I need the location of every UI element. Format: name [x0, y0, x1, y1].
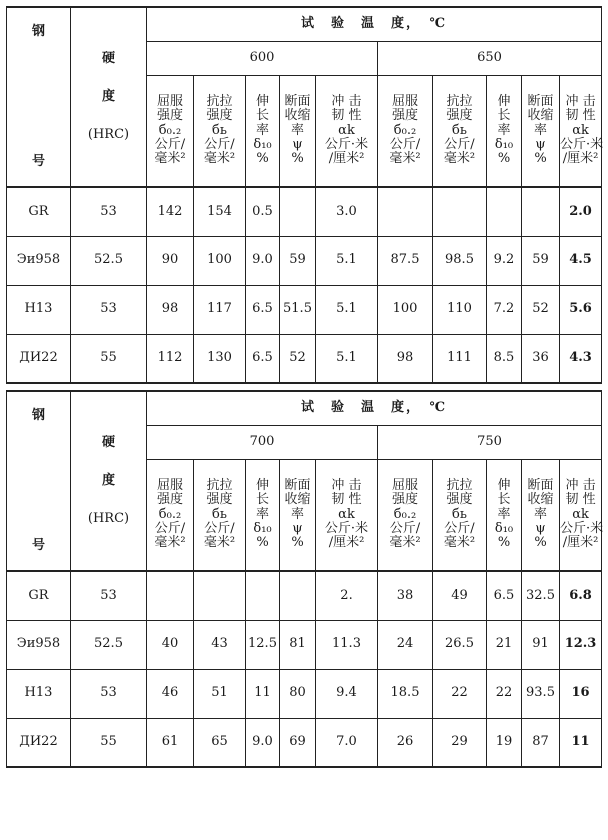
steel-grade-cell: GR: [7, 187, 71, 236]
value-cell: 36: [522, 334, 560, 383]
value-cell: 6.8: [560, 571, 602, 620]
value-cell: 5.6: [560, 285, 602, 334]
value-cell: 6.5: [246, 334, 280, 383]
col-header-reduction-600: 断面 收缩 率 ψ %: [280, 75, 316, 187]
steel-grade-cell: ДИ22: [7, 334, 71, 383]
hardness-header-bottom: (HRC): [87, 127, 130, 143]
table-row: [7, 718, 602, 767]
col-header-yield-750: 屈服 强度 б₀.₂ 公斤/ 毫米²: [378, 459, 433, 571]
hardness-cell: 53: [71, 571, 147, 620]
value-cell: 9.2: [487, 236, 522, 285]
value-cell: 21: [487, 620, 522, 669]
value-cell: 6.5: [246, 285, 280, 334]
test-temperature-title: 试 验 温 度， ℃: [147, 7, 602, 41]
value-cell: 5.1: [316, 236, 378, 285]
value-cell: 112: [147, 334, 194, 383]
value-cell: 49: [433, 571, 487, 620]
value-cell: 29: [433, 718, 487, 767]
value-cell: 9.0: [246, 236, 280, 285]
steel-grade-header: [7, 391, 71, 571]
steel-grade-header: [7, 7, 71, 187]
value-cell: 19: [487, 718, 522, 767]
value-cell: 130: [194, 334, 246, 383]
temp-750: 750: [378, 425, 602, 459]
value-cell: 6.5: [487, 571, 522, 620]
hardness-cell: 52.5: [71, 236, 147, 285]
hardness-cell: 55: [71, 334, 147, 383]
value-cell: 5.1: [316, 334, 378, 383]
value-cell: 22: [433, 669, 487, 718]
col-header-yield-600: 屈服 强度 б₀.₂ 公斤/ 毫米²: [147, 75, 194, 187]
col-header-elongation-600: 伸 长 率 δ₁₀ %: [246, 75, 280, 187]
value-cell: 142: [147, 187, 194, 236]
table-row: [7, 187, 602, 236]
value-cell: 16: [560, 669, 602, 718]
value-cell: 87.5: [378, 236, 433, 285]
value-cell: 65: [194, 718, 246, 767]
value-cell: [194, 571, 246, 620]
hardness-cell: 53: [71, 187, 147, 236]
temp-600: 600: [147, 41, 378, 75]
hardness-header-top: 硬: [101, 434, 115, 450]
value-cell: 12.3: [560, 620, 602, 669]
value-cell: 4.3: [560, 334, 602, 383]
value-cell: 9.0: [246, 718, 280, 767]
value-cell: 24: [378, 620, 433, 669]
col-header-tensile-650: 抗拉 强度 бь 公斤/ 毫米²: [433, 75, 487, 187]
value-cell: 110: [433, 285, 487, 334]
value-cell: 7.2: [487, 285, 522, 334]
col-header-yield-650: 屈服 强度 б₀.₂ 公斤/ 毫米²: [378, 75, 433, 187]
table-700-750: [6, 390, 602, 768]
value-cell: 91: [522, 620, 560, 669]
value-cell: 154: [194, 187, 246, 236]
value-cell: 59: [522, 236, 560, 285]
value-cell: 100: [194, 236, 246, 285]
value-cell: 46: [147, 669, 194, 718]
value-cell: 26: [378, 718, 433, 767]
hardness-header: [71, 7, 147, 187]
hardness-header-top: 硬: [101, 50, 115, 66]
value-cell: [378, 187, 433, 236]
value-cell: 69: [280, 718, 316, 767]
steel-grade-cell: H13: [7, 669, 71, 718]
table-row: [7, 285, 602, 334]
col-header-reduction-750: 断面 收缩 率 ψ %: [522, 459, 560, 571]
value-cell: 38: [378, 571, 433, 620]
value-cell: 8.5: [487, 334, 522, 383]
col-header-elongation-750: 伸 长 率 δ₁₀ %: [487, 459, 522, 571]
hardness-header-middle: 度: [101, 472, 115, 488]
value-cell: 98.5: [433, 236, 487, 285]
value-cell: [246, 571, 280, 620]
value-cell: 98: [147, 285, 194, 334]
value-cell: 61: [147, 718, 194, 767]
value-cell: 32.5: [522, 571, 560, 620]
value-cell: 100: [378, 285, 433, 334]
value-cell: [522, 187, 560, 236]
col-header-reduction-700: 断面 收缩 率 ψ %: [280, 459, 316, 571]
col-header-tensile-600: 抗拉 强度 бь 公斤/ 毫米²: [194, 75, 246, 187]
table-row: [7, 571, 602, 620]
table-body-700-750: [7, 571, 602, 767]
value-cell: 18.5: [378, 669, 433, 718]
value-cell: [487, 187, 522, 236]
table-600-650: [6, 6, 602, 384]
col-header-impact-650: 冲 击 韧 性 αk 公斤·米 /厘米²: [560, 75, 602, 187]
value-cell: 11: [246, 669, 280, 718]
value-cell: 90: [147, 236, 194, 285]
value-cell: 98: [378, 334, 433, 383]
value-cell: [147, 571, 194, 620]
value-cell: 3.0: [316, 187, 378, 236]
temp-650: 650: [378, 41, 602, 75]
value-cell: 22: [487, 669, 522, 718]
col-header-yield-700: 屈服 强度 б₀.₂ 公斤/ 毫米²: [147, 459, 194, 571]
table-row: [7, 669, 602, 718]
hardness-header-middle: 度: [101, 88, 115, 104]
value-cell: [280, 187, 316, 236]
test-temperature-title: 试 验 温 度， ℃: [147, 391, 602, 425]
col-header-reduction-650: 断面 收缩 率 ψ %: [522, 75, 560, 187]
value-cell: 2.: [316, 571, 378, 620]
value-cell: 117: [194, 285, 246, 334]
value-cell: [433, 187, 487, 236]
steel-grade-cell: ДИ22: [7, 718, 71, 767]
col-header-impact-750: 冲 击 韧 性 αk 公斤·米 /厘米²: [560, 459, 602, 571]
hardness-cell: 53: [71, 669, 147, 718]
temp-700: 700: [147, 425, 378, 459]
value-cell: 12.5: [246, 620, 280, 669]
steel-grade-cell: GR: [7, 571, 71, 620]
hardness-header-bottom: (HRC): [87, 511, 130, 527]
table-row: [7, 620, 602, 669]
value-cell: 111: [433, 334, 487, 383]
value-cell: 2.0: [560, 187, 602, 236]
steel-grade-cell: H13: [7, 285, 71, 334]
value-cell: 0.5: [246, 187, 280, 236]
document: [6, 6, 604, 768]
value-cell: 5.1: [316, 285, 378, 334]
value-cell: 40: [147, 620, 194, 669]
value-cell: 4.5: [560, 236, 602, 285]
value-cell: 11: [560, 718, 602, 767]
col-header-impact-600: 冲 击 韧 性 αk 公斤·米 /厘米²: [316, 75, 378, 187]
col-header-elongation-650: 伸 长 率 δ₁₀ %: [487, 75, 522, 187]
hardness-header: [71, 391, 147, 571]
value-cell: 81: [280, 620, 316, 669]
value-cell: [280, 571, 316, 620]
steel-header-top: 钢: [31, 23, 45, 39]
hardness-cell: 55: [71, 718, 147, 767]
value-cell: 43: [194, 620, 246, 669]
value-cell: 52: [280, 334, 316, 383]
value-cell: 7.0: [316, 718, 378, 767]
hardness-cell: 52.5: [71, 620, 147, 669]
steel-header-top: 钢: [31, 407, 45, 423]
value-cell: 87: [522, 718, 560, 767]
steel-grade-cell: Эи958: [7, 620, 71, 669]
hardness-cell: 53: [71, 285, 147, 334]
value-cell: 11.3: [316, 620, 378, 669]
value-cell: 51: [194, 669, 246, 718]
steel-grade-cell: Эи958: [7, 236, 71, 285]
col-header-impact-700: 冲 击 韧 性 αk 公斤·米 /厘米²: [316, 459, 378, 571]
value-cell: 51.5: [280, 285, 316, 334]
col-header-tensile-750: 抗拉 强度 бь 公斤/ 毫米²: [433, 459, 487, 571]
value-cell: 52: [522, 285, 560, 334]
value-cell: 80: [280, 669, 316, 718]
value-cell: 26.5: [433, 620, 487, 669]
steel-header-bottom: 号: [31, 154, 45, 169]
table-body-600-650: [7, 187, 602, 383]
col-header-tensile-700: 抗拉 强度 бь 公斤/ 毫米²: [194, 459, 246, 571]
steel-header-bottom: 号: [31, 538, 45, 553]
table-row: [7, 236, 602, 285]
value-cell: 93.5: [522, 669, 560, 718]
value-cell: 9.4: [316, 669, 378, 718]
col-header-elongation-700: 伸 长 率 δ₁₀ %: [246, 459, 280, 571]
table-row: [7, 334, 602, 383]
value-cell: 59: [280, 236, 316, 285]
